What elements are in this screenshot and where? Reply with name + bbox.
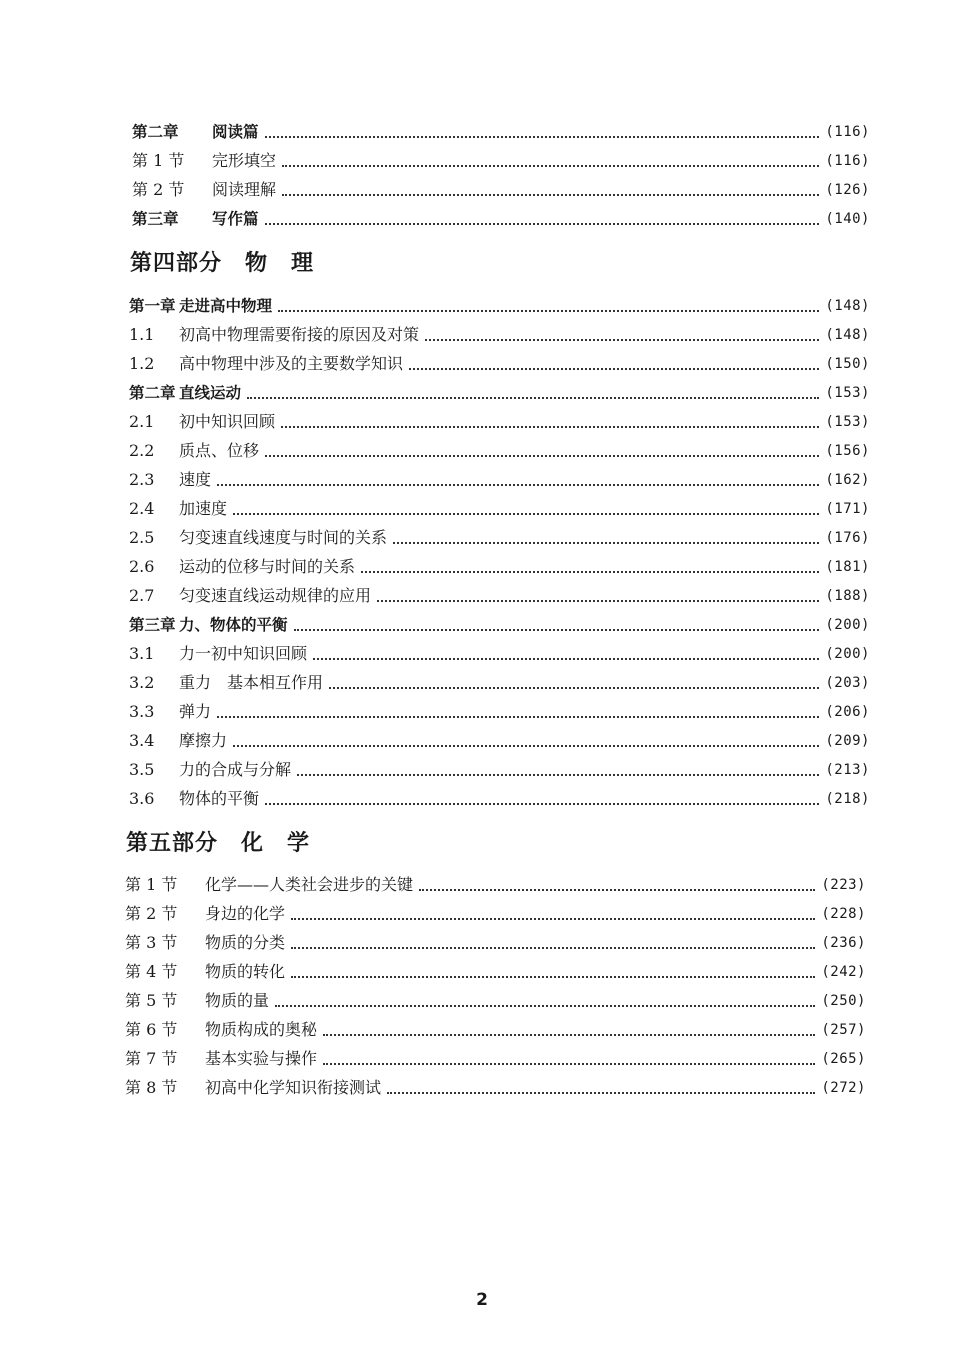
toc-entry-page: (203) bbox=[825, 675, 870, 691]
toc-entry-number: 第 4 节 bbox=[125, 962, 178, 981]
dot-leader bbox=[217, 472, 819, 486]
toc-entry-page: (228) bbox=[821, 906, 866, 922]
toc-entry-page: (126) bbox=[825, 182, 870, 198]
toc-entry-title: 身边的化学 bbox=[205, 904, 286, 923]
toc-entry-page: (116) bbox=[825, 124, 870, 140]
toc-entry-row bbox=[125, 871, 866, 899]
dot-leader bbox=[323, 1022, 815, 1036]
toc-entry-number: 第一章 bbox=[129, 297, 176, 315]
toc-entry-number: 第 5 节 bbox=[125, 991, 178, 1010]
toc-entry-number: 3.4 bbox=[129, 731, 155, 750]
dot-leader bbox=[297, 762, 819, 776]
toc-entry-row bbox=[129, 698, 870, 726]
part-heading-chemistry: 第五部分 化 学 bbox=[126, 831, 311, 856]
toc-entry-number: 第三章 bbox=[129, 616, 176, 634]
toc-entry-title: 化学——人类社会进步的关键 bbox=[205, 875, 414, 894]
toc-entry-title: 匀变速直线速度与时间的关系 bbox=[179, 528, 388, 547]
toc-entry-number: 第 7 节 bbox=[125, 1049, 178, 1068]
dot-leader bbox=[265, 211, 820, 225]
toc-entry-row bbox=[132, 147, 870, 175]
toc-entry-title: 物质的量 bbox=[205, 991, 270, 1010]
dot-leader bbox=[323, 1051, 815, 1065]
toc-entry-page: (162) bbox=[825, 472, 870, 488]
toc-entry-row bbox=[125, 929, 866, 957]
toc-entry-number: 1.2 bbox=[129, 354, 155, 373]
toc-entry-number: 3.2 bbox=[129, 673, 155, 692]
toc-entry-page: (116) bbox=[825, 153, 870, 169]
toc-entry-page: (153) bbox=[825, 414, 870, 430]
toc-entry-title: 基本实验与操作 bbox=[205, 1049, 318, 1068]
toc-entry-page: (188) bbox=[825, 588, 870, 604]
toc-entry-page: (272) bbox=[821, 1080, 866, 1096]
dot-leader bbox=[265, 124, 820, 138]
toc-entry-number: 2.1 bbox=[129, 412, 155, 431]
toc-entry-row bbox=[129, 669, 870, 697]
dot-leader bbox=[282, 182, 819, 196]
toc-entry-page: (242) bbox=[821, 964, 866, 980]
toc-entry-page: (200) bbox=[825, 646, 870, 662]
toc-entry-page: (176) bbox=[825, 530, 870, 546]
toc-entry-number: 1.1 bbox=[129, 325, 155, 344]
toc-entry-page: (140) bbox=[825, 211, 870, 227]
toc-entry-row bbox=[129, 495, 870, 523]
toc-entry-page: (236) bbox=[821, 935, 866, 951]
toc-entry-page: (213) bbox=[825, 762, 870, 778]
toc-entry-title: 质点、位移 bbox=[179, 441, 260, 460]
dot-leader bbox=[419, 877, 815, 891]
toc-chapter-row bbox=[132, 118, 870, 146]
dot-leader bbox=[281, 414, 819, 428]
toc-chapter-row bbox=[132, 205, 870, 233]
dot-leader bbox=[282, 153, 819, 167]
page-number: 2 bbox=[476, 1290, 488, 1310]
toc-entry-number: 第 2 节 bbox=[125, 904, 178, 923]
toc-entry-page: (265) bbox=[821, 1051, 866, 1067]
toc-entry-number: 第二章 bbox=[129, 384, 176, 402]
toc-entry-number: 第 8 节 bbox=[125, 1078, 178, 1097]
toc-entry-title: 运动的位移与时间的关系 bbox=[179, 557, 356, 576]
dot-leader bbox=[409, 356, 819, 370]
toc-entry-title: 匀变速直线运动规律的应用 bbox=[179, 586, 372, 605]
toc-entry-title: 阅读理解 bbox=[212, 180, 277, 199]
toc-entry-page: (200) bbox=[825, 617, 870, 633]
toc-entry-number: 3.3 bbox=[129, 702, 155, 721]
toc-entry-number: 2.7 bbox=[129, 586, 155, 605]
toc-entry-page: (223) bbox=[821, 877, 866, 893]
toc-entry-row bbox=[129, 437, 870, 465]
dot-leader bbox=[393, 530, 819, 544]
toc-entry-row bbox=[129, 553, 870, 581]
toc-entry-row bbox=[129, 582, 870, 610]
dot-leader bbox=[265, 443, 819, 457]
toc-entry-page: (150) bbox=[825, 356, 870, 372]
toc-entry-title: 完形填空 bbox=[212, 151, 277, 170]
dot-leader bbox=[247, 385, 819, 399]
dot-leader bbox=[275, 993, 815, 1007]
toc-entry-title: 物体的平衡 bbox=[179, 789, 260, 808]
toc-entry-page: (209) bbox=[825, 733, 870, 749]
toc-entry-number: 第 1 节 bbox=[132, 151, 185, 170]
toc-entry-number: 2.2 bbox=[129, 441, 155, 460]
toc-entry-title: 加速度 bbox=[179, 499, 228, 518]
toc-entry-title: 物质的转化 bbox=[205, 962, 286, 981]
toc-entry-page: (257) bbox=[821, 1022, 866, 1038]
toc-entry-page: (156) bbox=[825, 443, 870, 459]
toc-entry-page: (148) bbox=[825, 298, 870, 314]
dot-leader bbox=[291, 935, 815, 949]
toc-entry-row bbox=[129, 756, 870, 784]
dot-leader bbox=[329, 675, 819, 689]
toc-entry-page: (206) bbox=[825, 704, 870, 720]
toc-entry-title: 写作篇 bbox=[212, 210, 259, 228]
toc-entry-title: 物质构成的奥秘 bbox=[205, 1020, 318, 1039]
toc-entry-number: 第二章 bbox=[132, 123, 179, 141]
toc-entry-number: 3.5 bbox=[129, 760, 155, 779]
toc-entry-row bbox=[129, 640, 870, 668]
toc-entry-page: (153) bbox=[825, 385, 870, 401]
toc-entry-number: 第三章 bbox=[132, 210, 179, 228]
toc-entry-row bbox=[129, 321, 870, 349]
toc-entry-title: 初中知识回顾 bbox=[179, 412, 276, 431]
toc-entry-title: 初高中化学知识衔接测试 bbox=[205, 1078, 382, 1097]
toc-entry-page: (181) bbox=[825, 559, 870, 575]
dot-leader bbox=[313, 646, 819, 660]
toc-entry-page: (148) bbox=[825, 327, 870, 343]
toc-entry-number: 2.3 bbox=[129, 470, 155, 489]
toc-entry-number: 第 2 节 bbox=[132, 180, 185, 199]
toc-entry-title: 重力 基本相互作用 bbox=[179, 673, 324, 692]
dot-leader bbox=[387, 1080, 815, 1094]
dot-leader bbox=[294, 617, 820, 631]
toc-entry-row bbox=[125, 1045, 866, 1073]
toc-entry-title: 摩擦力 bbox=[179, 731, 228, 750]
toc-entry-title: 初高中物理需要衔接的原因及对策 bbox=[179, 325, 420, 344]
dot-leader bbox=[377, 588, 819, 602]
dot-leader bbox=[265, 791, 819, 805]
toc-entry-title: 阅读篇 bbox=[212, 123, 259, 141]
dot-leader bbox=[291, 906, 815, 920]
toc-entry-number: 2.4 bbox=[129, 499, 155, 518]
toc-entry-title: 力的合成与分解 bbox=[179, 760, 292, 779]
toc-entry-row bbox=[129, 524, 870, 552]
dot-leader bbox=[278, 298, 819, 312]
part-heading-physics: 第四部分 物 理 bbox=[130, 251, 315, 276]
toc-entry-number: 第 1 节 bbox=[125, 875, 178, 894]
toc-entry-number: 2.6 bbox=[129, 557, 155, 576]
toc-entry-row bbox=[125, 1074, 866, 1102]
toc-entry-row bbox=[125, 1016, 866, 1044]
dot-leader bbox=[361, 559, 819, 573]
toc-entry-row bbox=[125, 958, 866, 986]
toc-entry-title: 力一初中知识回顾 bbox=[179, 644, 308, 663]
dot-leader bbox=[233, 733, 819, 747]
toc-entry-number: 3.6 bbox=[129, 789, 155, 808]
toc-entry-number: 第 3 节 bbox=[125, 933, 178, 952]
toc-entry-page: (171) bbox=[825, 501, 870, 517]
toc-entry-title: 直线运动 bbox=[179, 384, 242, 402]
toc-entry-row bbox=[129, 785, 870, 813]
toc-entry-row bbox=[129, 408, 870, 436]
toc-entry-title: 速度 bbox=[179, 470, 212, 489]
toc-chapter-row bbox=[129, 379, 870, 407]
toc-entry-row bbox=[129, 350, 870, 378]
toc-entry-page: (250) bbox=[821, 993, 866, 1009]
toc-entry-title: 走进高中物理 bbox=[179, 297, 273, 315]
toc-entry-title: 弹力 bbox=[179, 702, 212, 721]
toc-chapter-row bbox=[129, 611, 870, 639]
toc-entry-number: 2.5 bbox=[129, 528, 155, 547]
toc-entry-number: 3.1 bbox=[129, 644, 155, 663]
dot-leader bbox=[425, 327, 819, 341]
toc-entry-page: (218) bbox=[825, 791, 870, 807]
toc-entry-row bbox=[129, 466, 870, 494]
dot-leader bbox=[291, 964, 815, 978]
dot-leader bbox=[233, 501, 819, 515]
toc-entry-number: 第 6 节 bbox=[125, 1020, 178, 1039]
toc-entry-title: 高中物理中涉及的主要数学知识 bbox=[179, 354, 404, 373]
toc-entry-row bbox=[129, 727, 870, 755]
toc-entry-title: 物质的分类 bbox=[205, 933, 286, 952]
toc-entry-row bbox=[132, 176, 870, 204]
toc-entry-row bbox=[125, 900, 866, 928]
toc-entry-row bbox=[125, 987, 866, 1015]
toc-chapter-row bbox=[129, 292, 870, 320]
toc-entry-title: 力、物体的平衡 bbox=[179, 616, 288, 634]
dot-leader bbox=[217, 704, 819, 718]
